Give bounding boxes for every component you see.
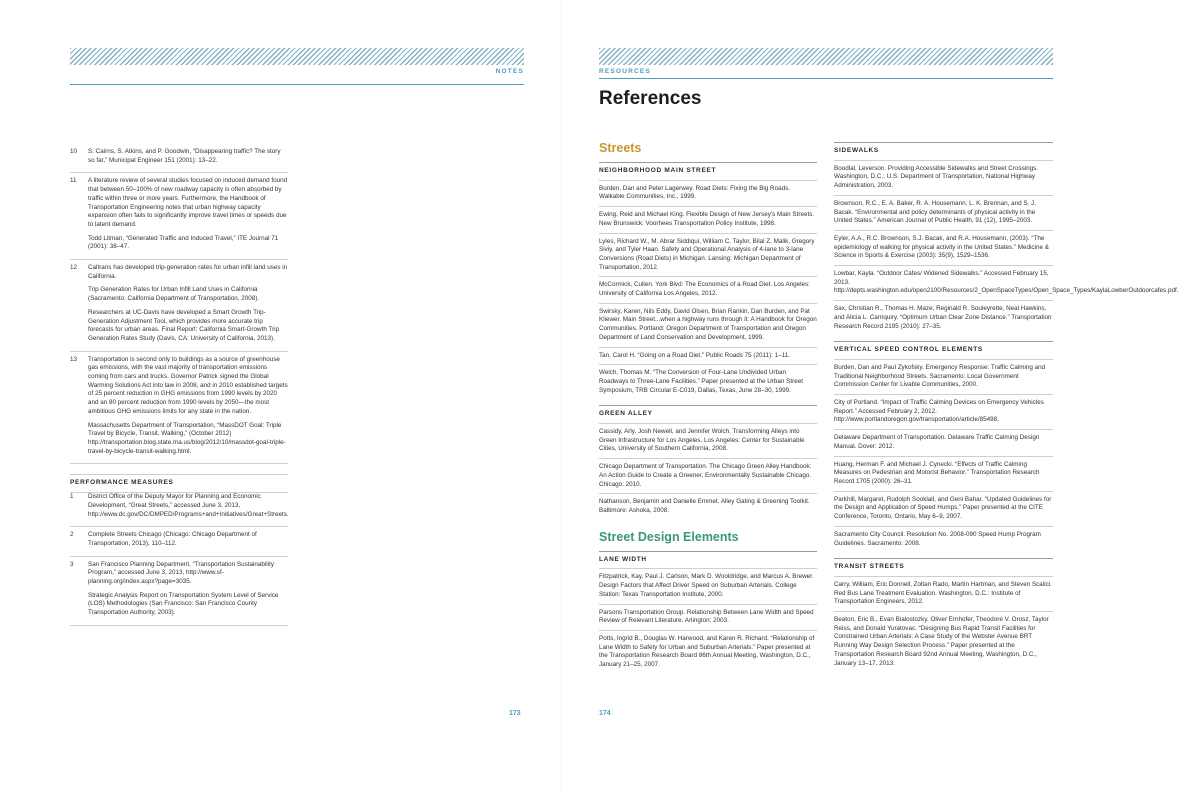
performance-notes-list	[70, 493, 288, 626]
reference-entry: McCormick, Cullen. York Blvd: The Economics of a Road Diet. Los Angeles: University of California Los Angeles, 2012.	[599, 277, 817, 303]
subhead-green-alley: GREEN ALLEY	[599, 405, 817, 424]
reference-entry: Huang, Herman F. and Michael J. Cynecki. “Effects of Traffic Calming Measures on Pedestrian and Motorist Behavior.” Transportation Research Record 1705 (2000): 26–31.	[834, 457, 1053, 492]
note-paragraph: Researchers at UC-Davis have developed a Smart Growth Trip-Generation Adjustment Tool, which provides more accurate trip forecasts for urban areas. Final Report: California Smart-Growth Trip Generation Rates Study (Davis, CA: University of California, 2013).	[88, 308, 280, 342]
reference-entry: Parsons Transportation Group. Relationship Between Lane Width and Speed Review of Relevant Literature. Arlington: 2003.	[599, 605, 817, 631]
reference-entry: Welch, Thomas M. “The Conversion of Four-Lane Undivided Urban Roadways to Three-Lane Facilities.” Paper presented at the Urban Street Symposium, TRB Circular E-C019, Dallas, Texas, June 28–30, 1999.	[599, 369, 803, 394]
note-number: 10	[70, 148, 78, 155]
note-number: 1	[70, 493, 74, 501]
reference-list	[599, 181, 817, 400]
spread-gutter	[561, 0, 562, 794]
note-item	[70, 173, 288, 260]
note-item	[70, 493, 288, 527]
note-number: 13	[70, 355, 78, 363]
note-body	[88, 356, 288, 457]
reference-entry: Carry, William, Eric Donnell, Zoltan Rado, Martin Hartman, and Steven Scalici. Red Bus Lane Treatment Evaluation. Washington, D.C.: Institute of Transportation Engineers, 2012.	[834, 577, 1053, 612]
header-rule	[599, 78, 1053, 79]
note-paragraph: Trip Generation Rates for Urban Infill Land Uses in California (Sacramento: California Department of Transportation, 2008).	[88, 286, 260, 303]
references-column-2	[834, 142, 1178, 672]
reference-entry: Delaware Department of Transportation. Delaware Traffic Calming Design Manual. Dover: 2012.	[834, 430, 1053, 456]
reference-list	[834, 577, 1053, 672]
note-body	[88, 561, 288, 618]
page-title: References	[599, 88, 702, 109]
subhead-lane-width: LANE WIDTH	[599, 551, 817, 570]
page-number-right: 174	[599, 710, 611, 717]
note-paragraph: Caltrans has developed trip-generation rates for urban infill land uses in California.	[88, 264, 288, 280]
reference-entry: Lowbar, Kayla. “Outdoor Cafes/ Widened Sidewalks.” Accessed February 15, 2013. http://depts.washington.edu/open2100/Resources/2_OpenSpaceTypes/Open_Space_Types/KaylaLowberOutdoorcafes.pdf.	[834, 266, 1053, 301]
header-rule	[70, 84, 524, 85]
reference-entry: Burden, Dan and Paul Zykofsky. Emergency Response: Traffic Calming and Traditional Neighborhood Streets. Sacramento: Local Government Commission Center for Livable Communities, 2000.	[834, 360, 1053, 395]
reference-list	[599, 569, 817, 673]
note-body	[88, 177, 288, 252]
reference-entry: Beaton, Eric B., Evan Bialostozky, Oliver Ernhofer, Theodore V. Orosz, Taylor Reiss, and Donald Yuratovac. “Designing Bus Rapid Transit Facilities for Constrained Urban Arterials: A Case Study of the Webster Avenue BRT Running Way Design Selection Process.” Paper presented at the Transportation Research Board 92nd Annual Meeting, Washington, D.C., January 13–17, 2013.	[834, 616, 1049, 667]
reference-entry: City of Portland. “Impact of Traffic Calming Devices on Emergency Vehicles Report.” Accessed February 2, 2012. http://www.portlandoregon.gov/transportation/article/85498.	[834, 395, 1053, 430]
note-paragraph: Complete Streets Chicago (Chicago: Chicago Department of Transportation, 2013), 110–112.	[88, 531, 257, 547]
reference-entry: Brownson, R.C., E. A. Baker, R. A. Housemann, L. K. Brennan, and S. J. Bacak. “Environmental and policy determinants of physical activity in the United States.” American Journal of Public Health, 91 (12), 1995–2003.	[834, 196, 1053, 231]
note-number: 2	[70, 531, 74, 539]
note-number: 3	[70, 560, 74, 568]
reference-entry: Nathanson, Benjamin and Danielle Emmet. Alley Gating & Greening Toolkit. Baltimore: Ashoka, 2008.	[599, 498, 810, 514]
reference-entry: Sacramento City Council. Resolution No. 2008-090 Speed Hump Program Guidelines. Sacramento: 2008.	[834, 530, 1041, 547]
note-paragraph: Strategic Analysis Report on Transportation System Level of Service (LOS) Methodologies (San Francisco: San Francisco County Transportation Authority, 2003).	[88, 591, 279, 617]
category-streets: Streets	[599, 141, 642, 155]
note-body	[88, 531, 288, 548]
reference-entry: Parkhill, Margaret, Rudolph Sooklall, and Geni Bahar. “Updated Guidelines for the Design and Application of Speed Humps.” Paper presented at the CITE Conference, Toronto, Ontario, May 6–9, 2007.	[834, 492, 1053, 527]
note-body	[88, 264, 288, 344]
note-item	[70, 260, 288, 352]
subhead-neighborhood-main-street: NEIGHBORHOOD MAIN STREET	[599, 162, 817, 181]
note-paragraph: S. Cairns, S. Atkins, and P. Goodwin, “Disappearing traffic? The story so far,” Municipal Engineer 151 (2001): 13–22.	[88, 148, 281, 164]
reference-entry: Lyles, Richard W., M. Abrar Siddiqui, William C. Taylor, Bilal Z. Malik, Gregory Siviy, and Tyler Haan. Safety and Operational Analysis of 4-lane to 3-lane Conversions (Road Diets) in Michigan. Lansing: Michigan Department of Transportation, 2012.	[599, 234, 817, 278]
reference-entry: Sax, Christian R., Thomas H. Maze, Reginald R. Souleyrette, Neal Hawkins, and Alicia L. Carriquiry. “Optimum Urban Clear Zone Distance.” Transportation Research Record 2195 (2010): 27–35.	[834, 305, 1052, 330]
subhead-transit-streets: TRANSIT STREETS	[834, 558, 1053, 577]
note-paragraph: District Office of the Deputy Mayor for Planning and Economic Development, “Great Streets,” accessed June 3, 2013, http://www.dc.gov/DC/DMPED/Programs+and+Initiatives/Great+Streets.	[88, 493, 289, 518]
reference-list	[834, 161, 1178, 336]
note-body	[88, 493, 289, 519]
note-number: 12	[70, 264, 78, 272]
section-label-notes: NOTES	[495, 68, 524, 75]
reference-list	[834, 360, 1053, 552]
note-paragraph: Todd Litman, “Generated Traffic and Induced Travel,” ITE Journal 71 (2001): 38–47.	[88, 234, 279, 251]
subhead-vertical-speed-control: VERTICAL SPEED CONTROL ELEMENTS	[834, 341, 1053, 360]
note-paragraph: Massachusetts Department of Transportation, “MassDOT Goal: Triple Travel by Bicycle, Transit, Walking,” (October 2012) http://transportation.blog.state.ma.us/blog/2012/10/massdot-goal-triple-travel-by-bicycle-transit-walking.html.	[88, 421, 286, 455]
reference-entry: Ewing, Reid and Michael King. Flexible Design of New Jersey’s Main Streets. New Brunswick: Voorhees Transportation Policy Institute, 1998.	[599, 207, 817, 233]
note-number: 11	[70, 177, 77, 185]
notes-column	[70, 148, 288, 626]
note-item	[70, 527, 288, 556]
category-street-design-elements: Street Design Elements	[599, 529, 739, 544]
note-paragraph: San Francisco Planning Department, “Transportation Sustainability Program,” accessed June 3, 2013, http://www.sf-planning.org/index.aspx?page=3035.	[88, 560, 274, 586]
reference-entry: Boodlal, Leverson. Providing Accessible Sidewalks and Street Crossings. Washington, D.C.: U.S. Department of Transportation, National Highway Administration, 2003.	[834, 161, 1053, 196]
section-label-resources: RESOURCES	[599, 68, 651, 75]
note-paragraph: Transportation is second only to buildings as a source of greenhouse gas emissions, with the vast majority of transportation emissions coming from cars and trucks. Governor Patrick signed the Global Warming Solutions Act into law in 2008, and in 2010 established targets of 25 percent reduction in GHG emissions from 1990 levels by 2020 and an 80 percent reduction from 1990 levels by 2050—the most ambitious GHG emissions limits for any state in the nation.	[88, 355, 288, 415]
reference-entry: Fitzpatrick, Kay, Paul J. Carlson, Mark D. Wooldridge, and Marcus A. Brewer. Design Factors that Affect Driver Speed on Suburban Arterials. College Station: Texas Transportation Institute, 2000.	[599, 569, 817, 604]
header-hatch-band	[70, 48, 524, 65]
reference-entry: Potts, Ingrid B., Douglas W. Harwood, and Karen R. Richard. “Relationship of Lane Width to Safety for Urban and Suburban Arterials.” Paper presented at the Transportation Research Board 86th Annual Meeting, Washington, D.C., January 21–25, 2007.	[599, 634, 815, 669]
reference-list	[599, 424, 817, 520]
note-body	[88, 148, 288, 165]
header-hatch-band	[599, 48, 1053, 65]
reference-entry: Tan, Carol H. “Going on a Road Diet.” Public Roads 75 (2011): 1–11.	[599, 348, 817, 366]
references-column-1	[599, 141, 817, 674]
page-number-left: 173	[509, 710, 521, 717]
subhead-sidewalks: SIDEWALKS	[834, 142, 1053, 161]
reference-entry: Cassidy, Arly, Josh Newell, and Jennifer Wolch. Transforming Alleys into Green Infrastructure for Los Angeles. Los Angeles: Center for Sustainable Cities, University of Southern California, 2008.	[599, 424, 817, 459]
note-item	[70, 557, 288, 626]
reference-entry: Eyler, A.A., R.C. Brownson, S.J. Bacak, and R.A. Housemann, (2003). “The epidemiology of walking for physical activity in the United States.” Medicine & Science in Sports & Exercise (2003): 35(9), 1529–1536.	[834, 231, 1053, 266]
notes-list	[70, 148, 288, 464]
performance-measures-heading: PERFORMANCE MEASURES	[70, 474, 288, 493]
note-paragraph: A literature review of several studies focused on induced demand found that between 50–100% of new roadway capacity is often absorbed by traffic within three or more years. Furthermore, the Handbook of Transportation Engineering notes that urban highway capacity expansion often fails to significantly improve travel times or speeds due to latent demand.	[88, 177, 288, 228]
reference-entry: Burden, Dan and Peter Lagerwey. Road Diets: Fixing the Big Roads. Walkable Communities, Inc., 1999.	[599, 181, 817, 207]
reference-entry: Chicago Department of Transportation. The Chicago Green Alley Handbook: An Action Guide to Create a Greener, Environmentally Sustainable Chicago. Chicago: 2010.	[599, 459, 817, 494]
reference-entry: Swirsky, Karen, Nils Eddy, David Olsen, Brian Rankin, Dan Burden, and Pat Kliewer. Main Street...when a highway runs through it: A Handbook for Oregon Communities. Portland: Oregon Department of Transportation and Oregon Department of Land Conservation and Development, 1999.	[599, 304, 817, 348]
note-item	[70, 148, 288, 173]
note-item	[70, 352, 288, 465]
